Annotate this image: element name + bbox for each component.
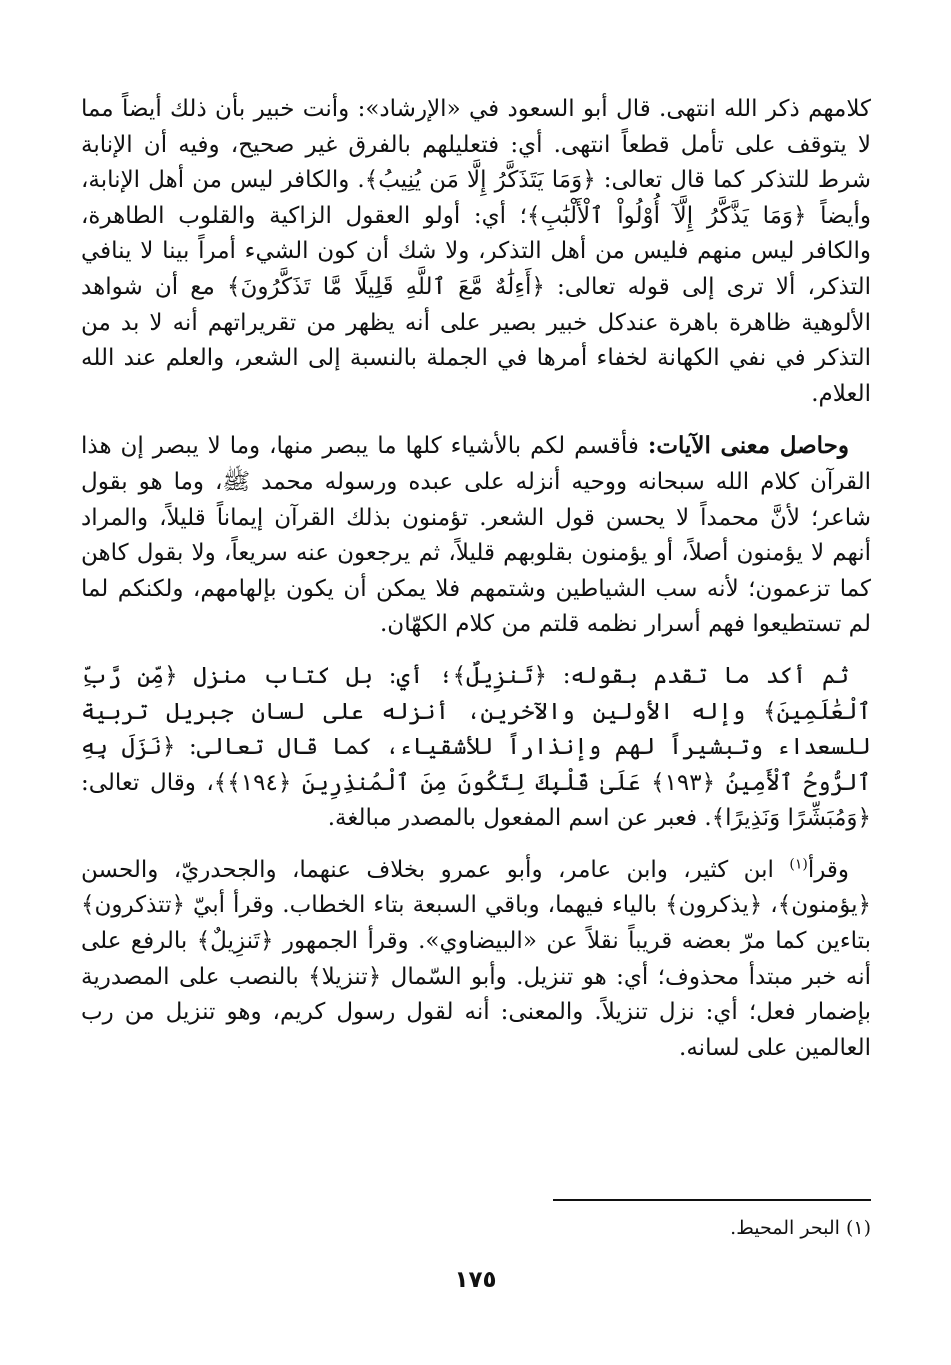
paragraph-4-text: ابن كثير، وابن عامر، وأبو عمرو بخلاف عنهما، والجحدريّ، والحسن ﴿يؤمنون﴾، ﴿يذكرون﴾ بالياء فيهما، وباقي السبعة بتاء الخطاب. وقرأ أبيّ ﴿تتذكرون﴾ بتاءين كما مرّ بعضه قريباً نقلاً عن «البيضاوي». وقرأ الجمهور ﴿تَنزِيلٌ﴾ بالرفع على أنه خبر مبتدأ محذوف؛ أي: هو تنزيل. وأبو السّمال ﴿تنزيلا﴾ بالنصب على المصدرية بإضمار فعل؛ أي: نزل تنزيلاً. والمعنى: أنه لقول رسول كريم، وهو تنزيل من رب العالمين على لسانه. <box>81 856 871 1061</box>
footnote-number: (١) <box>845 1217 871 1239</box>
paragraph-4 <box>81 853 871 1067</box>
paragraph-2 <box>81 428 871 643</box>
paragraph-2-heading: وحاصل معنى الآيات: <box>647 432 849 460</box>
footnote-separator <box>553 1199 871 1201</box>
paragraph-1 <box>81 92 871 412</box>
page-number: ١٧٥ <box>454 1267 497 1293</box>
paragraph-1-text: كلامهم ذكر الله انتهى. قال أبو السعود في «الإرشاد»: وأنت خبير بأن ذلك أيضاً مما لا يتوقف على تأمل قطعاً انتهى. أي: فتعليلهم بالفرق غير صحيح، وفيه أن الإنابة شرط للتذكر كما قال تعالى: ﴿وَمَا يَتَذَكَّرُ إِلَّا مَن يُنِيبُ﴾. والكافر ليس من أهل الإنابة، وأيضاً ﴿وَمَا يَذَّكَّرُ إِلَّآ أُوْلُواْ ٱلْأَلْبَٰبِ﴾؛ أي: أولو العقول الزاكية والقلوب الطاهرة، والكافر ليس منهم فليس من أهل التذكر، ولا شك أن كون الشيء أمراً بينا لا ينافي التذكر، ألا ترى إلى قوله تعالى: ﴿أَءِلَٰهٌ مَّعَ ٱللَّهِ قَلِيلًا مَّا تَذَكَّرُونَ﴾ مع أن شواهد الألوهية ظاهرة باهرة عندكل خبير بصير على أنه يظهر من تقريراتهم أنه لا بد من التذكر في نفي الكهانة لخفاء أمرها في الجملة بالنسبة إلى الشعر، والعلم عند الله العلام. <box>81 96 871 407</box>
footnote-text: البحر المحيط. <box>730 1217 840 1239</box>
footnote-reference: (١) <box>789 856 808 873</box>
main-text <box>81 92 871 1082</box>
paragraph-2-text: فأقسم لكم بالأشياء كلها ما يبصر منها، وما لا يبصر إن هذا القرآن كلام الله سبحانه ووحيه أنزله على عبده ورسوله محمد ﷺ، وما هو بقول شاعر؛ لأنَّ محمداً لا يحسن قول الشعر. تؤمنون بذلك القرآن إيماناً قليلاً، والمراد أنهم لا يؤمنون أصلاً، أو يؤمنون بقلوبهم قليلاً، ثم يرجعون عنه سريعاً، ولا بقول كاهن كما تزعمون؛ لأنه سب الشياطين وشتمهم فلا يمكن أن يكون بإلهامهم، ولكنكم لما لم تستطيعوا فهم أسرار نظمه قلتم من كلام الكهّان. <box>81 433 871 638</box>
paragraph-4-lead: وقرأ <box>807 856 849 883</box>
paragraph-3 <box>81 659 871 837</box>
footnote <box>81 1213 871 1243</box>
paragraph-3-text: ثم أكد ما تقدم بقوله: ﴿تَنزِيلٌ﴾؛ أي: بل كتاب منزل ﴿مِّن رَّبِّ ٱلْعَٰلَمِينَ﴾ وإله الأولين والآخرين، أنزله على لسان جبريل تربية للسعداء وتبشيراً لهم وإنذاراً للأشقياء، كما قال تعالى: ﴿نَزَلَ بِهِ ٱلرُّوحُ ٱلْأَمِينُ ﴿١٩٣﴾ عَلَىٰ قَلْبِكَ لِتَكُونَ مِنَ ٱلْمُنذِرِينَ ﴿١٩٤﴾﴾، وقال تعالى: ﴿وَمُبَشِّرًا وَنَذِيرًا﴾. فعبر عن اسم المفعول بالمصدر مبالغة. <box>81 662 871 832</box>
